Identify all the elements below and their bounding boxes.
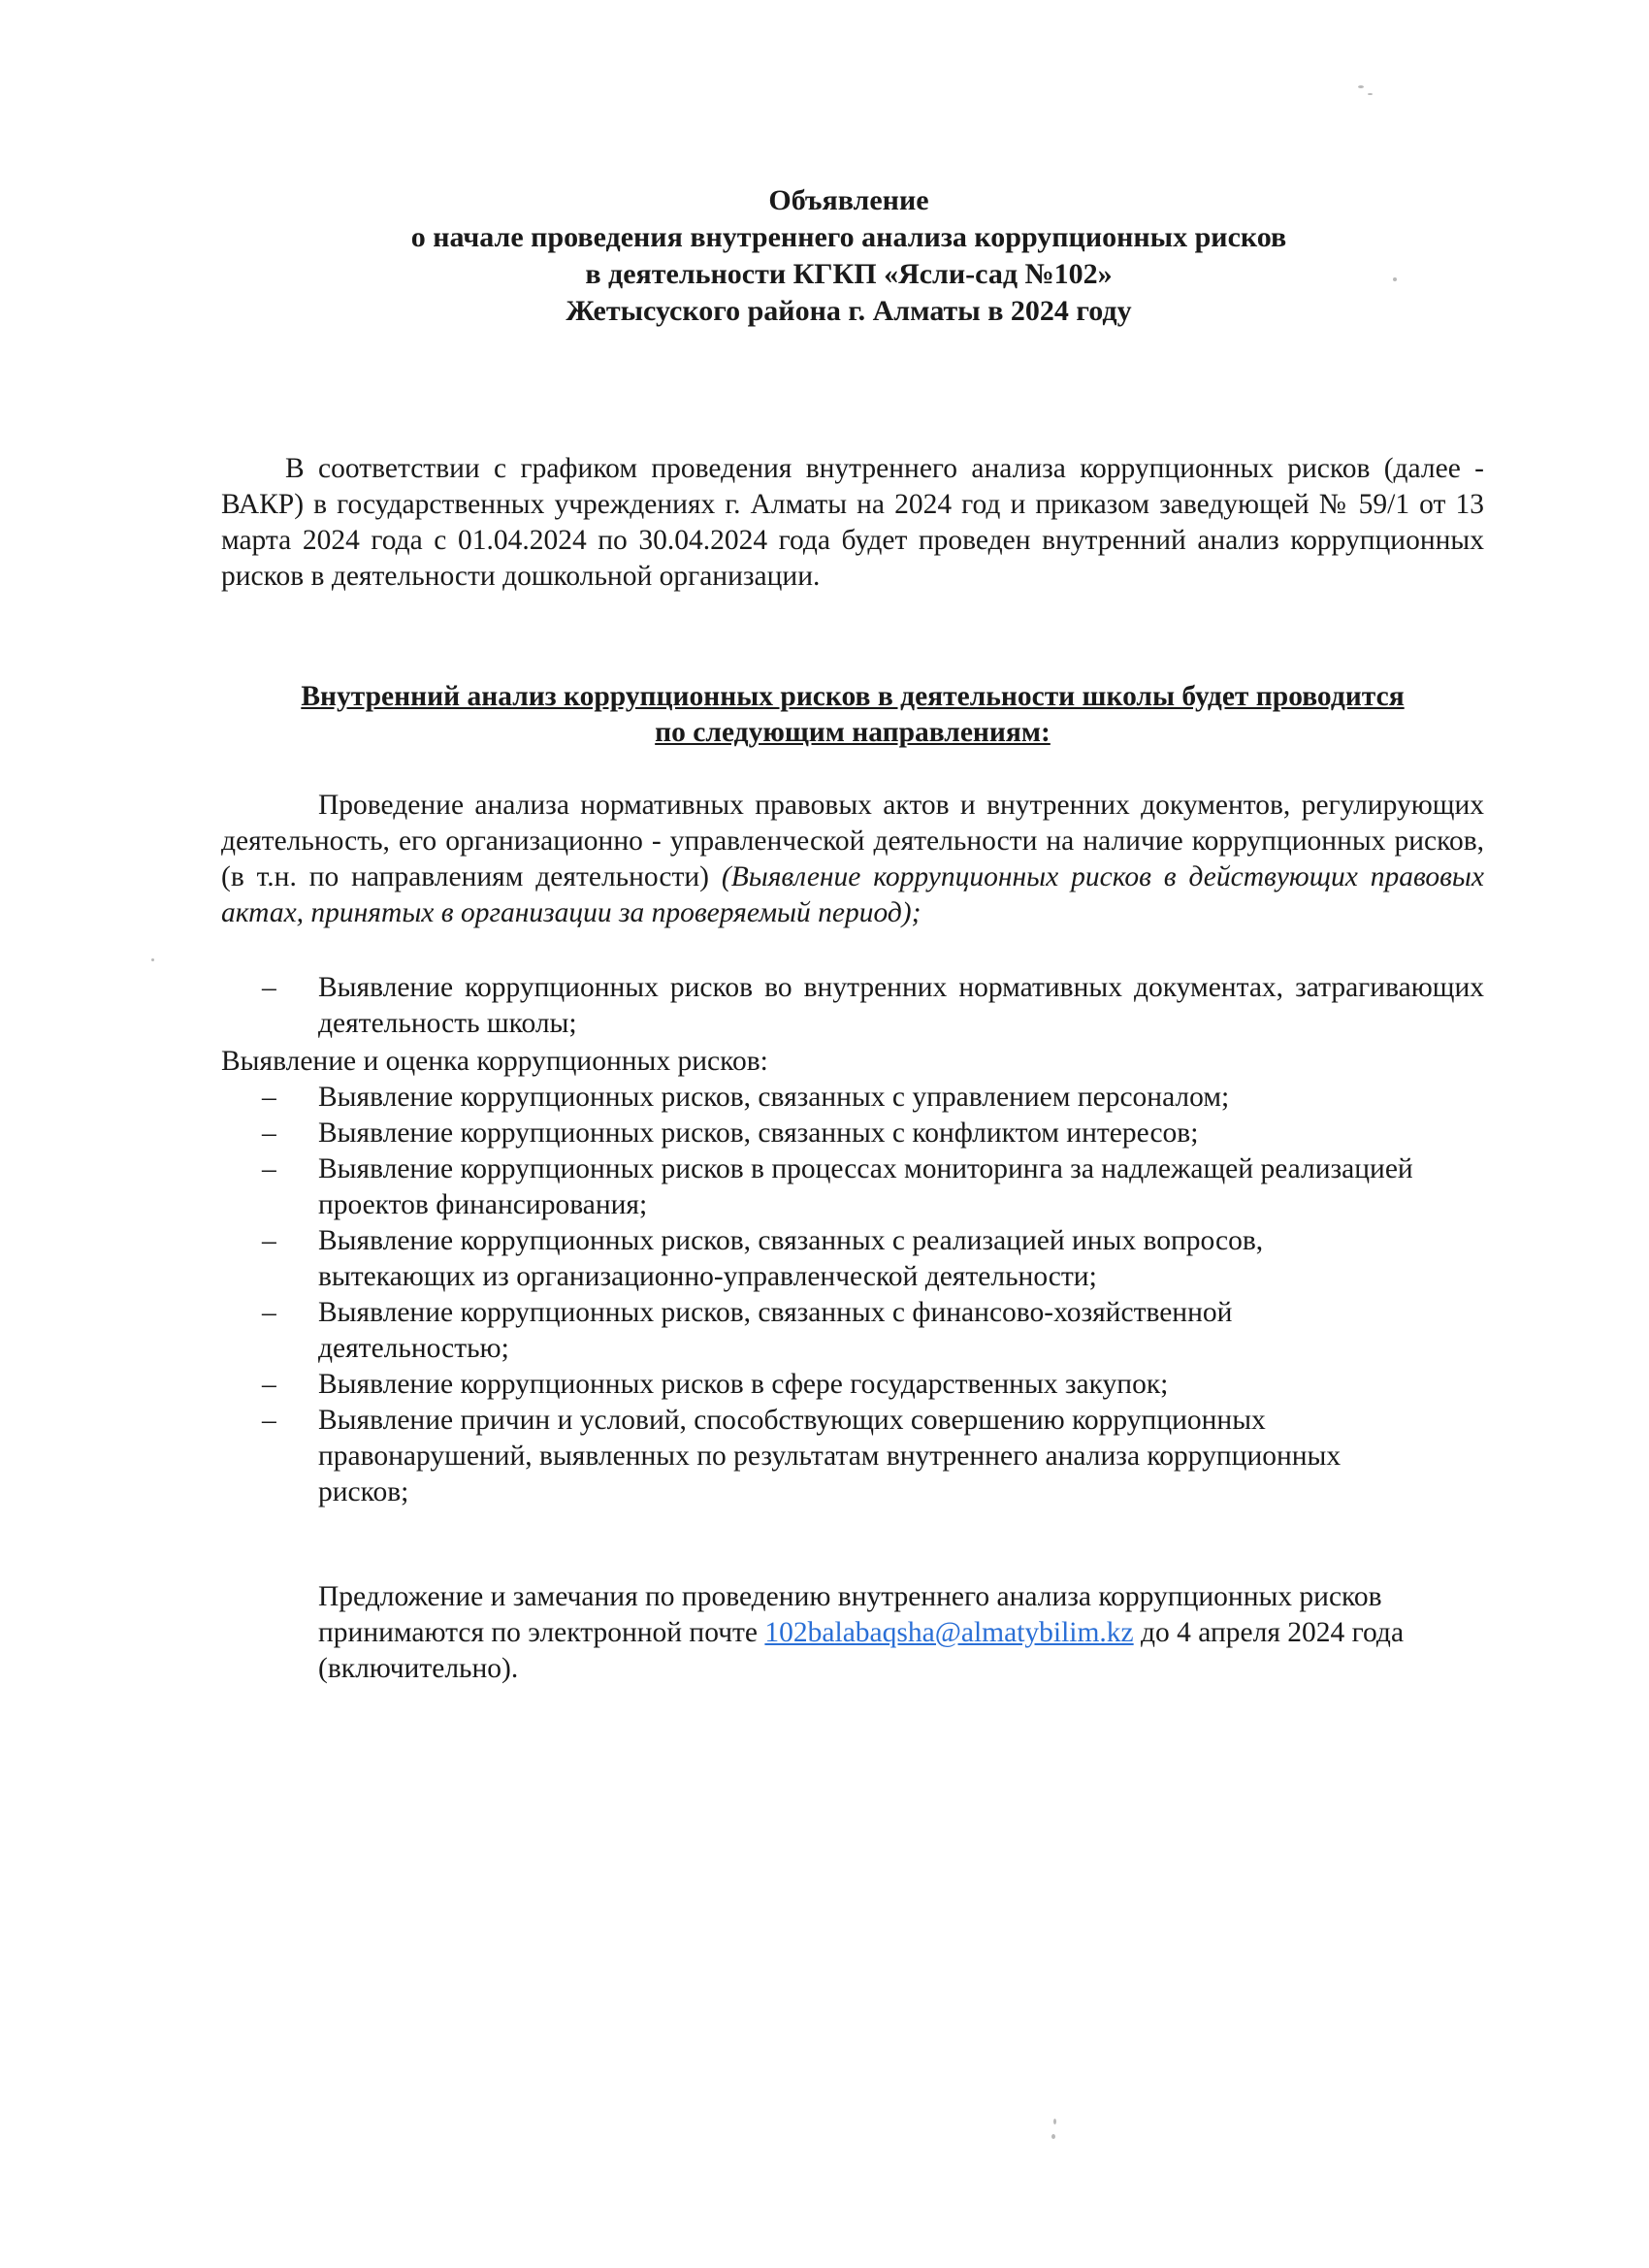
title-line-2: о начале проведения внутреннего анализа коррупционных рисков [410, 221, 1287, 253]
title-line-3: в деятельности КГКП «Ясли-сад №102» [585, 258, 1113, 290]
dash-marker: – [262, 1153, 276, 1184]
intro-paragraph: В соответствии с графиком проведения внутреннего анализа коррупционных рисков (далее - ВАКР) в государственных учреждениях г. Алматы на 2024 год и приказом заведующей № 59/1 от 13 марта 2024 года с 01.04.2024 по 30.04.2024 года будет проведен внутренний анализ коррупционных рисков в деятельности дошкольной организации. [221, 453, 1484, 592]
scan-speck [1051, 2134, 1055, 2139]
list-item-text: Выявление коррупционных рисков, связанных с реализацией иных вопросов, вытекающих из организационно-управленческой деятельности; [318, 1225, 1264, 1292]
list-item [221, 1367, 1414, 1403]
section-heading [221, 679, 1484, 751]
scan-speck [1393, 277, 1397, 281]
dash-marker: – [262, 1405, 276, 1436]
list-item-text: Выявление коррупционных рисков, связанных с управлением персоналом; [318, 1082, 1230, 1113]
list-item-text: Выявление коррупционных рисков в сфере государственных закупок; [318, 1369, 1169, 1400]
analysis-paragraph [221, 788, 1484, 931]
scan-speck [1053, 2119, 1056, 2124]
list-item [221, 1295, 1414, 1367]
scan-speck [151, 958, 154, 961]
list-item [221, 970, 1484, 1042]
list-item-text: Выявление коррупционных рисков во внутренних нормативных документах, затрагивающих деятельность школы; [318, 972, 1484, 1039]
list-internal-documents [221, 970, 1484, 1042]
analysis-note: (Выявление коррупционных рисков в действующих правовых актах, принятых в организации за проверяемый период); [221, 861, 1484, 928]
dash-marker: – [262, 1225, 276, 1256]
dash-marker: – [262, 1297, 276, 1328]
dash-marker: – [262, 1369, 276, 1400]
dash-marker: – [262, 1118, 276, 1149]
contact-text-after: до 4 апреля 2024 года (включительно). [318, 1617, 1405, 1684]
risk-assessment-subheading: Выявление и оценка коррупционных рисков: [221, 1046, 768, 1077]
list-item-text: Выявление коррупционных рисков, связанных с финансово-хозяйственной деятельностью; [318, 1297, 1233, 1364]
list-item [221, 1403, 1414, 1510]
email-link[interactable]: 102balabaqsha@almatybilim.kz [764, 1617, 1134, 1648]
title-line-4: Жетысуского района г. Алматы в 2024 году [566, 295, 1132, 327]
section-heading-line-2: по следующим направлениям: [655, 717, 1051, 748]
document-title [223, 182, 1474, 330]
list-item [221, 1116, 1414, 1151]
scan-speck [1358, 85, 1364, 88]
dash-marker: – [262, 1082, 276, 1113]
title-line-1: Объявление [768, 184, 929, 216]
dash-marker: – [262, 972, 276, 1003]
scan-speck [1368, 93, 1373, 95]
list-item-text: Выявление коррупционных рисков, связанных с конфликтом интересов; [318, 1118, 1199, 1149]
analysis-text: Проведение анализа нормативных правовых актов и внутренних документов, регулирующих деятельность, его организационно - управленческой деятельности на наличие коррупционных рисков, (в т.н. по направлениям деятельности) [221, 790, 1484, 892]
list-item [221, 1080, 1414, 1116]
list-item-text: Выявление причин и условий, способствующих совершению коррупционных правонарушений, выявленных по результатам внутреннего анализа коррупционных рисков; [318, 1405, 1342, 1507]
list-item-text: Выявление коррупционных рисков в процессах мониторинга за надлежащей реализацией проектов финансирования; [318, 1153, 1413, 1220]
contact-paragraph [318, 1579, 1434, 1687]
list-risk-assessment [221, 1080, 1414, 1510]
section-heading-line-1: Внутренний анализ коррупционных рисков в деятельности школы будет проводится [301, 681, 1405, 712]
list-item [221, 1223, 1414, 1295]
contact-text-before: Предложение и замечания по проведению внутреннего анализа коррупционных рисков принимаются по электронной почте [318, 1581, 1382, 1648]
list-item [221, 1151, 1414, 1223]
